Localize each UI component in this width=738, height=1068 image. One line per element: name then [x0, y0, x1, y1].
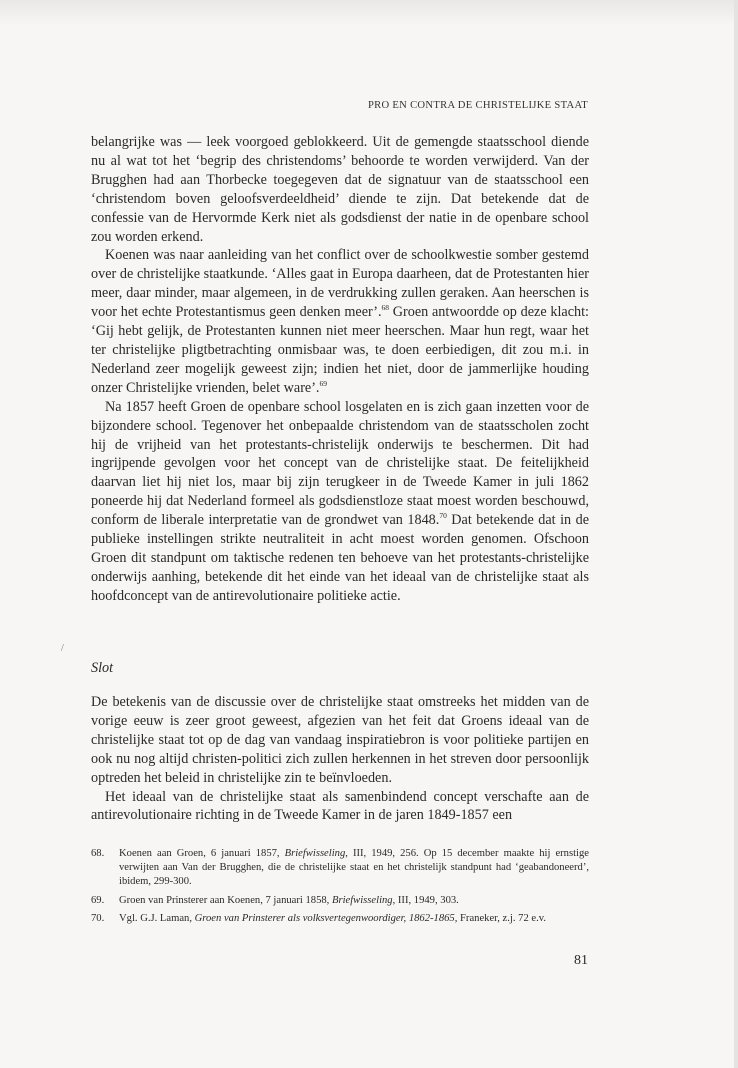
footnote-number: 70. [91, 912, 105, 924]
paragraph-2-part-a: Koenen was naar aanleiding van het conflict over de schoolkwestie somber gestemd over de christelijke staatkunde. ‘Alles gaat in Europa daarheen, dat de Protestanten hier meer, daar minder, maar algemeen, in de verdrukking zullen geraken. Aan heerschen is voor het echte Protestantismus geen denken meer’. [91, 247, 589, 321]
footnote-text: Koenen aan Groen, 6 januari 1857, [119, 848, 285, 859]
running-head: PRO EN CONTRA DE CHRISTELIJKE STAAT [367, 100, 588, 111]
footnote-ref-69: 69 [319, 378, 327, 388]
footnote-69 [91, 894, 589, 908]
footnote-number: 68. [91, 848, 105, 859]
scan-top-shade [0, 0, 738, 26]
section-text [91, 693, 589, 825]
footnote-68 [91, 847, 589, 890]
paragraph-3-part-b: Dat betekende dat in de publieke instellingen strikte neutraliteit in acht moest worden genomen. Ofschoon Groen dit standpunt om taktische redenen ten behoeve van het protestants-christelijke onderwijs aanhing, betekende dit het einde van het ideaal van de christelijke staat als hoofdconcept van de antirevolutionaire politieke actie. [91, 512, 590, 604]
scan-right-edge [734, 0, 738, 1068]
paragraph-2-part-b: Groen antwoordde op deze klacht: ‘Gij hebt gelijk, de Protestanten kunnen niet meer heerschen. Maar hun regt, waar het ter christelijke pligtbetrachting onmisbaar was, te doen eerbiedigen, dit zou m.i. in Nederland zeer mogelijk geweest zijn; indien het niet, door de jammerlijke houding onzer Christelijke vrienden, belet ware’. [91, 304, 589, 396]
footnote-text: Vgl. G.J. Laman, [119, 912, 195, 924]
paragraph-2 [91, 246, 589, 397]
footnote-text: , III, 1949, 256. Op 15 december maakte hij ernstige verwijten aan Van der Brugghen, die de christelijke staat en het christelijk standpunt had ‘geabandoneerd’, ibidem, 299-300. [119, 848, 589, 888]
paragraph-3-part-a: Na 1857 heeft Groen de openbare school losgelaten en is zich gaan inzetten voor de bijzondere school. Tegenover het onbepaalde christendom van de staatsscholen zocht hij de vrijheid van het protestants-christelijk onderwijs te beschermen. Dit had ingrijpende gevolgen voor het concept van de christelijke staat. De feitelijkheid daarvan liet hij niet los, maar bij zijn terugkeer in de Tweede Kamer in juli 1862 poneerde hij dat Nederland formeel als godsdienstloze staat moest worden beschouwd, conform de liberale interpretatie van de grondwet van 1848. [91, 398, 589, 529]
page-number: 81 [574, 953, 588, 968]
footnote-title: Briefwisseling [284, 848, 346, 859]
paragraph-3 [91, 398, 589, 606]
stray-mark: / [61, 643, 64, 654]
section-paragraph-1: De betekenis van de discussie over de christelijke staat omstreeks het midden van de vorige eeuw is zeer groot geweest, afgezien van het feit dat Groens ideaal van de christelijke staat tot op de dag van vandaag inspiratiebron is voor politieke partijen en ook nu nog altijd christen-politici zich zullen herkennen in het streven door persoonlijk optreden het beleid in christelijke zin te beïnvloeden. [91, 694, 589, 786]
section-paragraph-2: Het ideaal van de christelijke staat als samenbindend concept verschafte aan de antirevolutionaire richting in de Tweede Kamer in de jaren 1849-1857 een [91, 788, 589, 824]
footnote-ref-68: 68 [381, 303, 390, 313]
footnote-text: Groen van Prinsterer aan Koenen, 7 januari 1858, [119, 894, 332, 906]
main-text [91, 133, 589, 606]
footnotes [91, 847, 589, 930]
section-title: Slot [91, 660, 114, 676]
footnote-ref-70: 70 [439, 511, 447, 521]
footnote-number: 69. [91, 894, 105, 906]
footnote-70 [91, 912, 589, 926]
footnote-text: , Franeker, z.j. 72 e.v. [454, 912, 546, 924]
footnote-text: , III, 1949, 303. [392, 894, 459, 906]
footnote-title: Groen van Prinsterer als volksvertegenwoordiger, 1862-1865 [194, 912, 455, 924]
paragraph-1: belangrijke was — leek voorgoed geblokkeerd. Uit de gemengde staatsschool diende nu al wat tot het ‘begrip des christendoms’ behoorde te worden verwijderd. Van der Brugghen had aan Thorbecke toegegeven dat de signatuur van de staatsschool een ‘christendom boven geloofsverdeeldheid’ diende te zijn. Dat betekende dat de confessie van de Hervormde Kerk niet als godsdienst der natie in de openbare school zou worden erkend. [91, 134, 589, 245]
footnote-title: Briefwisseling [331, 894, 393, 906]
